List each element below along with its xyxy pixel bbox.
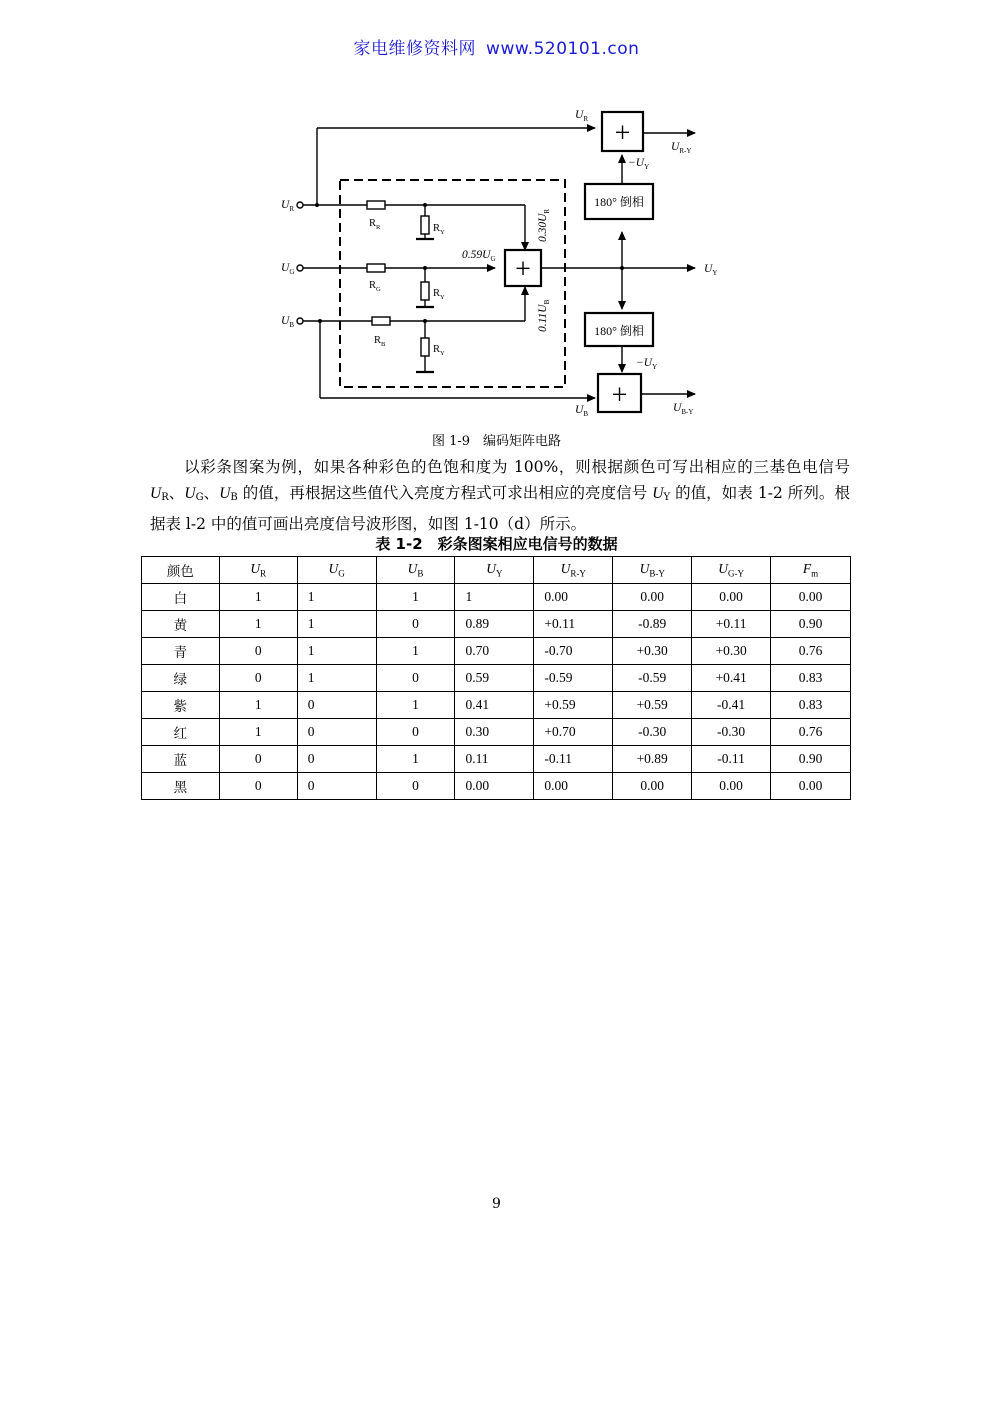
column-header: $U_G$ [297,557,376,584]
color-name-cell: 蓝 [142,746,220,773]
color-name-cell: 绿 [142,665,220,692]
value-cell: +0.59 [534,692,613,719]
column-header: $U_B$ [376,557,455,584]
label-coef-r: $0.30U_R$ [537,208,551,242]
value-cell: -0.59 [613,665,692,692]
plus-sign-matrix: + [515,254,531,285]
value-cell: 0.00 [771,584,851,611]
value-cell: -0.11 [534,746,613,773]
label-rr: $R_R$ [369,218,381,231]
inverter-bottom-label: 180° 倒相 [594,324,644,338]
plus-sign-bottom: + [611,380,628,411]
color-name-cell: 青 [142,638,220,665]
value-cell: -0.30 [692,719,771,746]
color-name-cell: 红 [142,719,220,746]
value-cell: 0.41 [455,692,534,719]
encoding-matrix-circuit-diagram [265,100,735,425]
value-cell: 0.76 [771,638,851,665]
label-uy-output: $U_Y$ [704,263,718,277]
value-cell: 0.90 [771,611,851,638]
value-cell: 0 [297,746,376,773]
value-cell: 1 [376,746,455,773]
value-cell: 1 [297,584,376,611]
value-cell: -0.11 [692,746,771,773]
label-coef-g: $0.59U_G$ [462,249,496,263]
label-ug-input: $U_G$ [281,262,295,276]
value-cell: 0.00 [613,584,692,611]
value-cell: 0 [297,773,376,800]
value-cell: 0 [297,719,376,746]
value-cell: 1 [297,638,376,665]
value-cell: 0.00 [534,773,613,800]
value-cell: +0.70 [534,719,613,746]
value-cell: 0.90 [771,746,851,773]
resistor-rr [367,201,385,209]
table-header-row [142,557,851,584]
figure-caption: 图 1-9 编码矩阵电路 [431,434,562,449]
table-row [142,611,851,638]
value-cell: 1 [297,665,376,692]
table-row [142,719,851,746]
value-cell: 0.00 [613,773,692,800]
ug-terminal [297,265,303,271]
resistor-ry-2 [421,282,429,300]
value-cell: 1 [376,692,455,719]
label-ry-2: $R_Y$ [433,288,445,301]
value-cell: 0.59 [455,665,534,692]
label-ury-output: $U_{R-Y}$ [671,141,692,155]
column-header: $U_{R-Y}$ [534,557,613,584]
value-cell: -0.59 [534,665,613,692]
value-cell: 0.83 [771,665,851,692]
column-header: $F_m$ [771,557,851,584]
resistor-rb [372,317,390,325]
label-neg-uy-top: $-U_Y$ [628,157,650,171]
value-cell: 1 [219,719,297,746]
value-cell: 1 [219,611,297,638]
color-name-cell: 黑 [142,773,220,800]
color-name-cell: 白 [142,584,220,611]
value-cell: 0.00 [692,584,771,611]
value-cell: 0.89 [455,611,534,638]
ur-terminal [297,202,303,208]
value-cell: +0.11 [534,611,613,638]
value-cell: 1 [376,584,455,611]
value-cell: -0.41 [692,692,771,719]
label-coef-b: $0.11U_B$ [537,299,551,332]
label-ry-1: $R_Y$ [433,223,445,236]
column-header: $U_{G-Y}$ [692,557,771,584]
value-cell: 0.00 [455,773,534,800]
value-cell: 0.30 [455,719,534,746]
label-ub-bottom: $U_B$ [575,404,588,418]
site-header [0,34,993,59]
value-cell: 0.00 [534,584,613,611]
resistor-ry-1 [421,216,429,234]
label-ub-input: $U_B$ [281,315,294,329]
label-ur-input: $U_R$ [281,199,294,213]
resistor-ry-3 [421,338,429,356]
value-cell: +0.30 [613,638,692,665]
value-cell: 0.00 [692,773,771,800]
label-ry-3: $R_Y$ [433,344,445,357]
column-header: $U_{B-Y}$ [613,557,692,584]
table-row [142,665,851,692]
value-cell: 0.70 [455,638,534,665]
table-row [142,638,851,665]
column-header: 颜色 [142,557,220,584]
value-cell: +0.89 [613,746,692,773]
value-cell: +0.41 [692,665,771,692]
site-name: 家电维修资料网 [353,39,477,59]
color-name-cell: 紫 [142,692,220,719]
value-cell: +0.30 [692,638,771,665]
inverter-top-label: 180° 倒相 [594,195,644,209]
color-name-cell: 黄 [142,611,220,638]
label-neg-uy-bottom: $-U_Y$ [636,357,658,371]
value-cell: -0.70 [534,638,613,665]
value-cell: 0 [376,773,455,800]
table-row [142,584,851,611]
value-cell: 0.83 [771,692,851,719]
plus-sign-top: + [614,118,631,149]
label-rg: $R_G$ [369,280,381,293]
table-title: 表 1-2 彩条图案相应电信号的数据 [375,535,618,553]
label-ur-top: $U_R$ [575,109,588,123]
value-cell: 0.11 [455,746,534,773]
value-cell: 1 [376,638,455,665]
label-rb: $R_B$ [374,335,386,348]
label-uby-output: $U_{B-Y}$ [673,402,694,416]
value-cell: 0 [376,665,455,692]
table-row [142,773,851,800]
column-header: $U_R$ [219,557,297,584]
column-header: $U_Y$ [455,557,534,584]
value-cell: -0.30 [613,719,692,746]
value-cell: 0 [219,773,297,800]
page-number: 9 [492,1196,501,1212]
ub-terminal [297,318,303,324]
table-row [142,746,851,773]
value-cell: 0.00 [771,773,851,800]
value-cell: 1 [455,584,534,611]
site-url[interactable]: www.520101.con [486,39,640,59]
value-cell: 0 [376,611,455,638]
value-cell: 0 [219,665,297,692]
body-paragraph: 以彩条图案为例，如果各种彩色的色饱和度为 100%，则根据颜色可写出相应的三基色电信号 $U_R$、$U_G$、$U_B$ 的值，再根据这些值代入亮度方程式可求出相应的亮度信号 $U_Y$ 的值，如表 1-2 所列。根据表 l-2 中的值可画出亮度信号波形图，如图 1-10（d）所示。 [150,458,850,533]
value-cell: -0.89 [613,611,692,638]
value-cell: 0 [297,692,376,719]
resistor-rg [367,264,385,272]
value-cell: 1 [219,692,297,719]
table-row [142,692,851,719]
value-cell: 0.76 [771,719,851,746]
value-cell: 1 [297,611,376,638]
value-cell: 0 [219,746,297,773]
value-cell: 1 [219,584,297,611]
value-cell: 0 [219,638,297,665]
value-cell: +0.59 [613,692,692,719]
value-cell: 0 [376,719,455,746]
color-bar-data-table [141,556,851,800]
value-cell: +0.11 [692,611,771,638]
